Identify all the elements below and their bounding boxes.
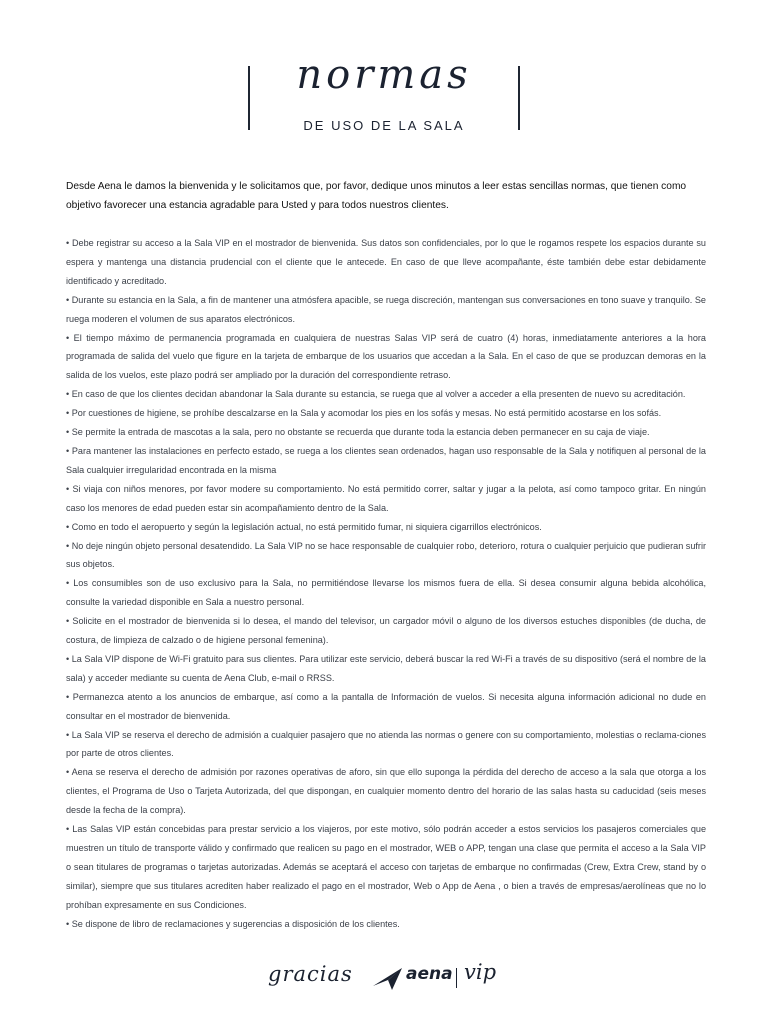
rule-item: • Aena se reserva el derecho de admisión por razones operativas de aforo, sin que ello suponga la pérdida del derecho de acceso a la sala que otorga a los clientes, el Programa de Uso o Tarjeta Autorizada, del que dispongan, en cualquier momento dentro del horario de las salas hasta su caducidad (seis meses desde la fecha de la compra).	[66, 767, 706, 816]
rule-item: • No deje ningún objeto personal desatendido. La Sala VIP no se hace responsable de cualquier robo, deterioro, rotura o cualquier perjuicio que pudieran sufrir sus objetos.	[66, 540, 706, 570]
intro-paragraph: Desde Aena le damos la bienvenida y le solicitamos que, por favor, dedique unos minutos a leer estas sencillas normas, que tienen como objetivo favorecer una estancia agradable para Usted y para todos nuestros clientes.	[66, 181, 687, 211]
rule-item: • Debe registrar su acceso a la Sala VIP en el mostrador de bienvenida. Sus datos son confidenciales, por lo que le rogamos respete los espacios durante su espera y mantenga una distancia prudencial con el cliente que le antecede. En caso de que lleve acompañante, éste también debe estar debidamente identificado y acreditado.	[66, 238, 706, 286]
brand-name: aena	[406, 964, 453, 984]
rule-item: • La Sala VIP se reserva el derecho de admisión a cualquier pasajero que no atienda las normas o genere con su comportamiento, molestias o reclama-ciones por parte de otros clientes.	[66, 729, 706, 759]
page-subtitle: DE USO DE LA SALA	[303, 118, 465, 133]
rule-item: • Se permite la entrada de mascotas a la sala, pero no obstante se recuerda que durante toda la estancia deben permanecer en su caja de viaje.	[66, 427, 650, 438]
rule-item: • Durante su estancia en la Sala, a fin de mantener una atmósfera apacible, se ruega discreción, mantengan sus conversaciones en tono suave y tranquilo. Se ruega moderen el volumen de sus aparatos electrónicos.	[66, 294, 706, 324]
header-right-rule	[518, 66, 520, 130]
aena-plane-logo-icon	[372, 966, 404, 992]
rule-item: • Los consumibles son de uso exclusivo para la Sala, no permitiéndose llevarse los mismos fuera de ella. Si desea consumir alguna bebida alcohólica, consulte la variedad disponible en Sala a nuestro personal.	[66, 578, 706, 608]
thanks-text: gracias	[268, 962, 353, 986]
rule-item: • El tiempo máximo de permanencia programada en cualquiera de nuestras Salas VIP será de cuatro (4) horas, inmediatamente anteriores a la hora programada de salida del vuelo que figure en la tarjeta de embarque de los usuarios que accedan a la Sala. En el caso de que se produzcan demoras en la salida de los vuelos, este plazo podrá ser ampliado por la duración del correspondiente retraso.	[66, 332, 706, 381]
rule-item: • La Sala VIP dispone de Wi-Fi gratuito para sus clientes. Para utilizar este servicio, deberá buscar la red Wi-Fi a través de su dispositivo (será el nombre de la sala) y acceder mediante su cuenta de Aena Club, e-mail o RRSS.	[66, 653, 706, 683]
rules-list	[66, 234, 706, 934]
rule-item: • Se dispone de libro de reclamaciones y sugerencias a disposición de los clientes.	[66, 918, 400, 929]
page-header	[0, 52, 768, 138]
rule-item: • Como en todo el aeropuerto y según la legislación actual, no está permitido fumar, ni siquiera cigarrillos electrónicos.	[66, 521, 542, 532]
rule-item: • Por cuestiones de higiene, se prohíbe descalzarse en la Sala y acomodar los pies en los sofás y mesas. No está permitido acostarse en los sofás.	[66, 408, 662, 419]
rule-item: • Las Salas VIP están concebidas para prestar servicio a los viajeros, por este motivo, sólo podrán acceder a estos servicios los pasajeros comerciales que muestren un título de transporte válido y confirmado que realicen su pago en el mostrador, WEB o APP, tengan una clase que permita el acceso a la Sala VIP o sean titulares de programas o tarjetas autorizadas. Además se aceptará el acceso con tarjetas de embarque no confirmadas (Crew, Extra Crew, stand by o similar), siempre que sus titulares acrediten haber realizado el pago en el mostrador, Web o App de Aena , o bien a través de empresas/aerolíneas que no lo prohíban expresamente en sus Condiciones.	[66, 824, 706, 910]
rule-item: • En caso de que los clientes decidan abandonar la Sala durante su estancia, se ruega que al volver a acceder a ella presenten de nuevo su acreditación.	[66, 389, 686, 400]
sub-brand-name: vip	[464, 960, 497, 984]
rule-item: • Si viaja con niños menores, por favor modere su comportamiento. No está permitido correr, saltar y jugar a la pelota, así como tampoco gritar. En ningún caso los menores de edad pueden estar sin acompañamiento dentro de la Sala.	[66, 483, 706, 513]
rule-item: • Permanezca atento a los anuncios de embarque, así como a la pantalla de Información de vuelos. Si necesita alguna información adicional no dude en consultar en el mostrador de bienvenida.	[66, 691, 706, 721]
page-title: normas	[296, 52, 472, 98]
rule-item: • Para mantener las instalaciones en perfecto estado, se ruega a los clientes sean ordenados, hagan uso responsable de la Sala y notifiquen al personal de la Sala cualquier irregularidad encontrada en la misma	[66, 445, 706, 475]
brand-separator	[456, 968, 457, 988]
rule-item: • Solicite en el mostrador de bienvenida si lo desea, el mando del televisor, un cargador móvil o alguno de los diversos estuches disponibles (de ducha, de costura, de limpieza de calzado o de higiene personal femenina).	[66, 616, 706, 646]
footer	[0, 958, 768, 998]
